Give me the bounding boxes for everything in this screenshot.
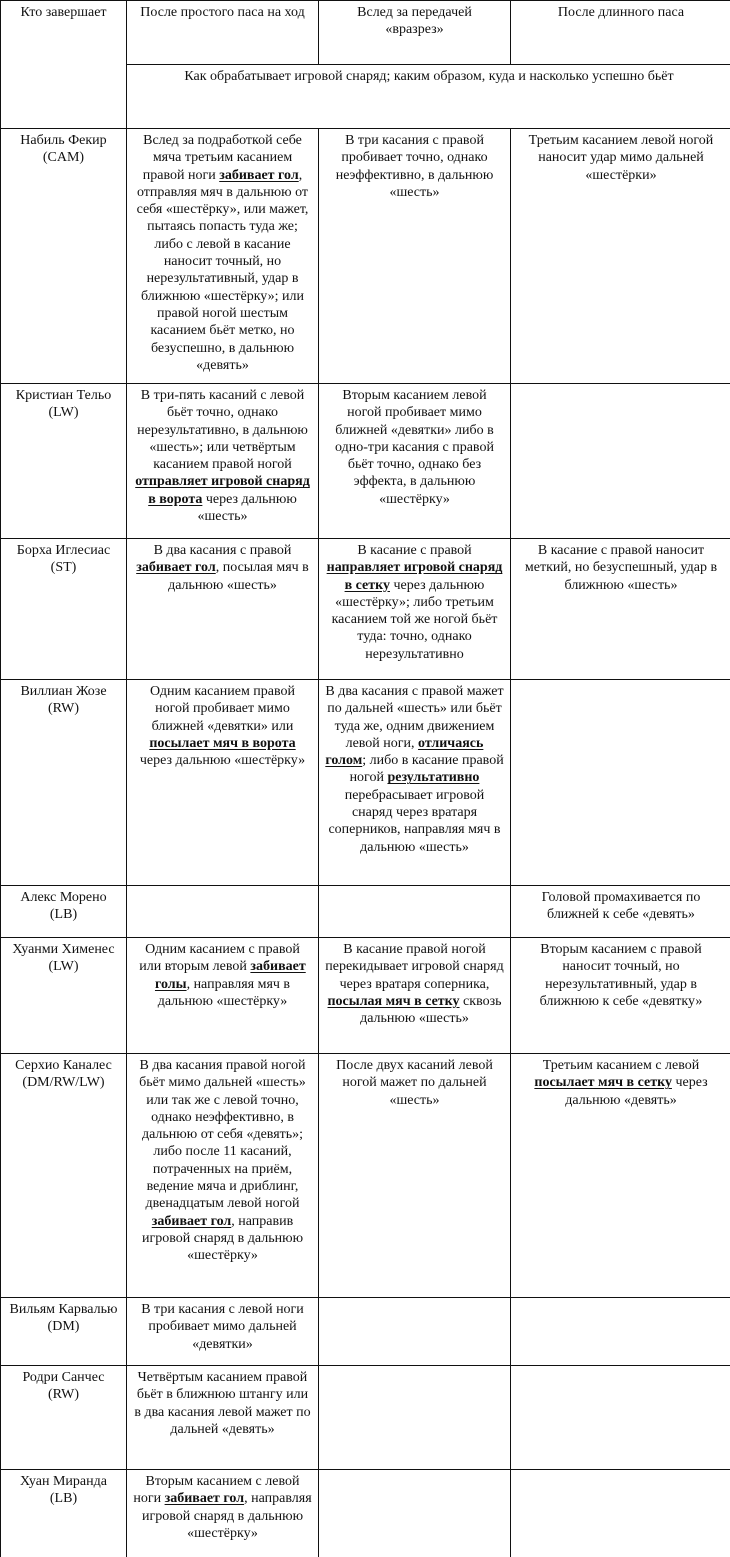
table-row bbox=[1, 1470, 730, 1557]
through-pass-cell bbox=[319, 539, 511, 680]
highlighted-outcome: отличаясь голом bbox=[325, 736, 483, 768]
cell-text: После двух касаний левой ногой мажет по дальней «шесть» bbox=[336, 1058, 493, 1108]
cell-text: ; либо в касание правой ногой bbox=[350, 753, 504, 785]
highlighted-outcome: забивает голы bbox=[155, 959, 306, 991]
through-pass-cell bbox=[319, 680, 511, 886]
cell-text: В три касания с левой ноги пробивает мимо дальней «девятки» bbox=[141, 1302, 304, 1352]
cell-text: Вслед за подработкой себе мяча третьим касанием правой ноги bbox=[143, 133, 302, 183]
player-cell: Борха Иглесиас (ST) bbox=[1, 539, 127, 680]
simple-pass-cell bbox=[127, 539, 319, 680]
through-pass-cell bbox=[319, 1298, 511, 1366]
long-pass-cell bbox=[511, 1470, 730, 1557]
highlighted-outcome: посылает мяч в ворота bbox=[149, 736, 295, 751]
cell-text: В два касания правой ногой бьёт мимо дальней «шесть» или так же с левой точно, однако неэффективно, в дальнюю от себя «девять»; либо после 11 касаний, потраченных на приём, ведение мяча и дриблинг, двенадцатым левой ногой bbox=[139, 1058, 306, 1211]
cell-text: Вторым касанием с левой ноги bbox=[133, 1474, 299, 1506]
simple-pass-cell bbox=[127, 1054, 319, 1298]
highlighted-outcome: посылает мяч в сетку bbox=[534, 1075, 672, 1090]
cell-text: через дальнюю «шестёрку» bbox=[140, 753, 305, 768]
header-through-pass: Вслед за передачей «вразрез» bbox=[319, 1, 511, 65]
cell-text: , отправляя мяч в дальнюю от себя «шестёрку», или мажет, пытаясь попасть туда же; либо с левой в касание наносит точный, но нерезультативный, удар в ближнюю «шестёрку»; или правой ногой шестым касанием бьёт метко, но безуспешно, в дальнюю «девять» bbox=[137, 168, 309, 373]
long-pass-cell bbox=[511, 938, 730, 1054]
through-pass-cell bbox=[319, 886, 511, 938]
highlighted-outcome: направляет игровой снаряд в сетку bbox=[327, 560, 503, 592]
player-cell: Вильям Карвалью (DM) bbox=[1, 1298, 127, 1366]
cell-text: через дальнюю «шесть» bbox=[197, 492, 296, 524]
simple-pass-cell bbox=[127, 1470, 319, 1557]
highlighted-outcome: результативно bbox=[387, 770, 479, 785]
cell-text: , направляя игровой снаряд в дальнюю «шестёрку» bbox=[142, 1491, 312, 1541]
table-row bbox=[1, 680, 730, 886]
through-pass-cell bbox=[319, 1470, 511, 1557]
highlighted-outcome: посылая мяч в сетку bbox=[327, 994, 459, 1009]
long-pass-cell bbox=[511, 539, 730, 680]
cell-text: Одним касанием с правой или вторым левой bbox=[139, 942, 300, 974]
table-row bbox=[1, 1366, 730, 1470]
simple-pass-cell bbox=[127, 1298, 319, 1366]
cell-text: В два касания с правой мажет по дальней «шесть» или бьёт туда же, одним движением левой ноги, bbox=[325, 684, 503, 751]
player-cell: Хуан Миранда (LB) bbox=[1, 1470, 127, 1557]
player-cell: Виллиан Жозе (RW) bbox=[1, 680, 127, 886]
subheader-description: Как обрабатывает игровой снаряд; каким образом, куда и насколько успешно бьёт bbox=[127, 65, 730, 129]
cell-text: Одним касанием правой ногой пробивает мимо ближней «девятки» или bbox=[150, 684, 295, 734]
through-pass-cell bbox=[319, 1054, 511, 1298]
long-pass-cell bbox=[511, 129, 730, 384]
cell-text: Четвёртым касанием правой бьёт в ближнюю штангу или в два касания левой мажет по дальней «девять» bbox=[134, 1370, 310, 1437]
table-row bbox=[1, 129, 730, 384]
player-cell: Хуанми Хименес (LW) bbox=[1, 938, 127, 1054]
cell-text: через дальнюю «девять» bbox=[565, 1075, 707, 1107]
cell-text: через дальнюю «шестёрку»; либо третьим касанием той же ногой бьёт туда: точно, однако нерезультативно bbox=[332, 578, 498, 662]
table-row bbox=[1, 1054, 730, 1298]
header-simple-pass: После простого паса на ход bbox=[127, 1, 319, 65]
cell-text: В три-пять касаний с левой бьёт точно, однако нерезультативно, в дальнюю «шесть»; или четвёртым касанием правой ногой bbox=[137, 388, 308, 472]
cell-text: В два касания с правой bbox=[154, 543, 292, 558]
simple-pass-cell bbox=[127, 1366, 319, 1470]
cell-text: Третьим касанием левой ногой наносит удар мимо дальней «шестёрки» bbox=[529, 133, 714, 183]
header-long-pass: После длинного паса bbox=[511, 1, 730, 65]
cell-text: Третьим касанием с левой bbox=[543, 1058, 699, 1073]
player-cell: Набиль Фекир (CAM) bbox=[1, 129, 127, 384]
cell-text: В касание правой ногой перекидывает игровой снаряд через вратаря соперника, bbox=[325, 942, 503, 992]
long-pass-cell bbox=[511, 680, 730, 886]
cell-text: В касание с правой наносит меткий, но безуспешный, удар в ближнюю «шесть» bbox=[525, 543, 717, 593]
through-pass-cell bbox=[319, 384, 511, 539]
cell-text: В три касания с правой пробивает точно, однако неэффективно, в дальнюю «шесть» bbox=[336, 133, 494, 200]
highlighted-outcome: забивает гол bbox=[165, 1491, 245, 1506]
long-pass-cell bbox=[511, 1298, 730, 1366]
cell-text: перебрасывает игровой снаряд через вратаря соперников, направляя мяч в дальнюю «шесть» bbox=[328, 788, 500, 855]
cell-text: , направив игровой снаряд в дальнюю «шестёрку» bbox=[142, 1214, 303, 1264]
player-cell: Алекс Морено (LB) bbox=[1, 886, 127, 938]
header-who-finishes: Кто завершает bbox=[1, 1, 127, 129]
long-pass-cell bbox=[511, 1366, 730, 1470]
table-row bbox=[1, 384, 730, 539]
simple-pass-cell bbox=[127, 680, 319, 886]
simple-pass-cell bbox=[127, 886, 319, 938]
simple-pass-cell bbox=[127, 129, 319, 384]
cell-text: Вторым касанием левой ногой пробивает мимо ближней «девятки» либо в одно-три касания с правой бьёт точно, однако без эффекта, в дальнюю «шестёрку» bbox=[335, 388, 494, 507]
highlighted-outcome: отправляет игровой снаряд в ворота bbox=[135, 474, 310, 506]
highlighted-outcome: забивает гол bbox=[219, 168, 299, 183]
through-pass-cell bbox=[319, 129, 511, 384]
cell-text: В касание с правой bbox=[357, 543, 471, 558]
player-cell: Кристиан Тельо (LW) bbox=[1, 384, 127, 539]
cell-text: Головой промахивается по ближней к себе «девять» bbox=[542, 890, 701, 922]
cell-text: сквозь дальнюю «шесть» bbox=[360, 994, 501, 1026]
table-row bbox=[1, 539, 730, 680]
table-row bbox=[1, 886, 730, 938]
highlighted-outcome: забивает гол bbox=[136, 560, 216, 575]
header-row bbox=[1, 1, 730, 65]
simple-pass-cell bbox=[127, 384, 319, 539]
through-pass-cell bbox=[319, 938, 511, 1054]
player-cell: Серхио Каналес (DM/RW/LW) bbox=[1, 1054, 127, 1298]
long-pass-cell bbox=[511, 886, 730, 938]
through-pass-cell bbox=[319, 1366, 511, 1470]
highlighted-outcome: забивает гол bbox=[152, 1214, 232, 1229]
cell-text: , посылая мяч в дальнюю «шесть» bbox=[168, 560, 309, 592]
long-pass-cell bbox=[511, 384, 730, 539]
cell-text: Вторым касанием с правой наносит точный, но нерезультативный, удар в ближнюю к себе «девятку» bbox=[540, 942, 703, 1009]
long-pass-cell bbox=[511, 1054, 730, 1298]
table-row bbox=[1, 938, 730, 1054]
cell-text: , направляя мяч в дальнюю «шестёрку» bbox=[158, 977, 290, 1009]
table-row bbox=[1, 1298, 730, 1366]
player-cell: Родри Санчес (RW) bbox=[1, 1366, 127, 1470]
simple-pass-cell bbox=[127, 938, 319, 1054]
